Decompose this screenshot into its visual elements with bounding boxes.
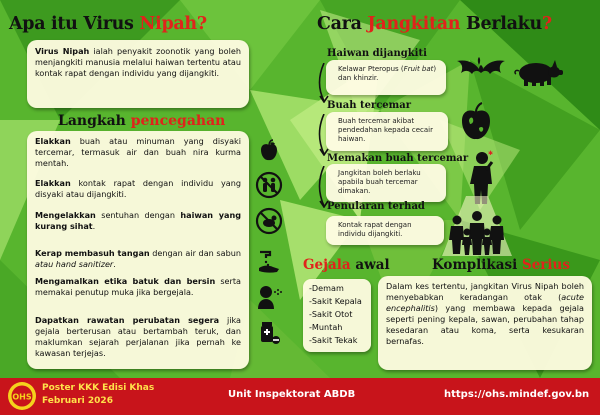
prevention-item: Elakkan kontak rapat dengan individu yang disyaki atau dijangkiti. — [35, 178, 241, 199]
complications-text: Dalam kes tertentu, jangkitan Virus Nipah boleh menyebabkan keradangan otak (acute encephalitis) yang membawa kepada gejala seperti pening kepala, sawan, perubahan tahap kesedaran atau koma, serta kesukaran bernafas. — [386, 281, 584, 346]
no-animal-icon — [255, 207, 283, 235]
cough-icon — [256, 283, 284, 309]
no-contact-icon — [255, 171, 283, 199]
svg-text:✱: ✱ — [488, 150, 494, 157]
apple-crossed-icon — [256, 138, 282, 164]
symptom-item: -Demam — [309, 283, 344, 293]
handwash-icon — [256, 248, 284, 274]
rotten-apple-icon — [459, 102, 493, 142]
what-title: Apa itu Virus Nipah? — [9, 14, 207, 34]
what-text: Virus Nipah ialah penyakit zoonotik yang boleh menjangkiti manusia melalui haiwan tertentu atau kontak rapat dengan individu yang dijangkiti. — [35, 46, 241, 78]
symptom-item: -Muntah — [309, 322, 343, 332]
footer-unit: Unit Inspektorat ABDB — [228, 389, 356, 400]
step-label: Haiwan dijangkiti — [327, 48, 427, 59]
footer-poster-line2: Februari 2026 — [42, 396, 113, 406]
people-group-icon — [442, 196, 512, 256]
prevention-item: Kerap membasuh tangan dengan air dan sabun atau hand sanitizer. — [35, 248, 241, 269]
step-box: Kontak rapat dengan individu dijangkiti. — [326, 216, 444, 245]
transmission-title: Cara Jangkitan Berlaku? — [317, 14, 552, 34]
footer-poster-line1: Poster KKK Edisi Khas — [42, 383, 155, 393]
ohs-logo — [7, 381, 37, 411]
step-box: Buah tercemar akibat pendedahan kepada cecair haiwan. — [326, 112, 448, 151]
symptom-item: -Sakit Kepala — [309, 296, 362, 306]
step-box: Kelawar Pteropus (Fruit bat) dan khinzir. — [326, 60, 446, 95]
prevention-title: Langkah pencegahan — [58, 113, 226, 129]
pig-icon — [512, 57, 564, 87]
symptoms-title: Gejala awal — [303, 257, 390, 273]
symptom-item: -Sakit Tekak — [309, 335, 358, 345]
footer-url[interactable]: https://ohs.mindef.gov.bn — [444, 389, 590, 400]
symptom-item: -Sakit Otot — [309, 309, 353, 319]
what-box — [27, 40, 249, 108]
prevention-box — [27, 131, 249, 369]
complications-title: Komplikasi Serius — [432, 257, 570, 273]
svg-text:OHS: OHS — [12, 392, 32, 402]
medicine-icon — [256, 320, 284, 348]
prevention-item: Mengamalkan etika batuk dan bersin serta memakai penutup muka jika bergejala. — [35, 276, 241, 297]
bat-icon — [453, 55, 505, 87]
complications-box — [378, 276, 592, 370]
symptoms-box — [303, 279, 371, 352]
step-label: Memakan buah tercemar — [327, 153, 469, 164]
prevention-item: Dapatkan rawatan perubatan segera jika gejala berterusan atau bertambah teruk, dan maklumkan sejarah perjalanan jika pernah ke kawasan terjejas. — [35, 315, 242, 358]
step-label: Buah tercemar — [327, 100, 411, 111]
step-box: Jangkitan boleh berlaku apabila buah tercemar dimakan. — [326, 164, 446, 202]
footer-bar — [0, 378, 600, 415]
step-label: Penularan terhad — [327, 201, 425, 212]
prevention-item: Elakkan buah atau minuman yang disyaki tercemar, termasuk air dan buah nira kurma mentah. — [35, 136, 241, 168]
prevention-item: Mengelakkan sentuhan dengan haiwan yang kurang sihat. — [35, 210, 241, 231]
